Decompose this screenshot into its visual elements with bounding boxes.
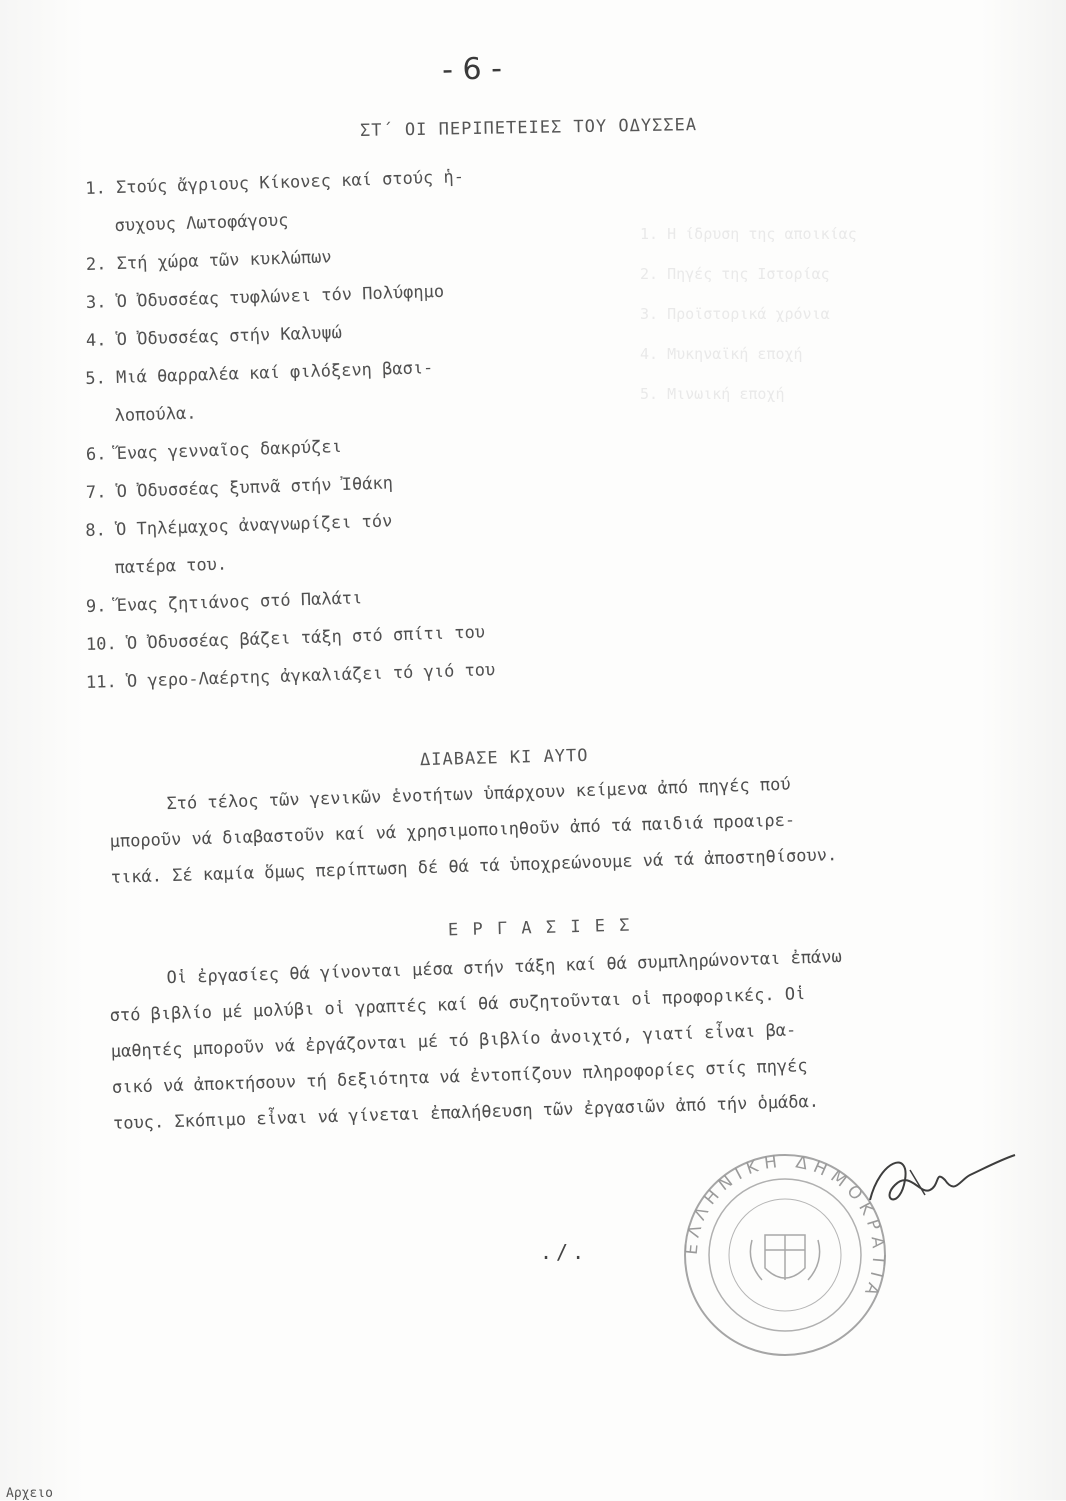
paragraph-line: τικά. Σέ καμία ὅμως περίπτωση δέ θά τά ὑποχρεώνουμε νά τά ἀποστηθίσουν.	[110, 845, 838, 888]
chapter-number: 2.	[85, 254, 107, 275]
read-this-heading: ΔΙΑΒΑΣΕ ΚΙ ΑΥΤΟ	[419, 745, 589, 771]
chapter-number: 1.	[85, 178, 107, 200]
chapter-title: Στή χώρα τῶν κυκλώπων	[116, 247, 332, 275]
chapter-item	[86, 312, 646, 352]
chapter-title: Ὁ γερο-Λαέρτης ἀγκαλιάζει τό γιό του	[126, 660, 496, 692]
chapter-number: 11.	[85, 672, 118, 693]
chapter-title: Ἕνας ζητιάνος στό Παλάτι	[116, 588, 363, 617]
chapter-title: Ὁ Ὀδυσσέας βάζει τάξη στό σπίτι του	[126, 622, 486, 654]
chapter-number: 10.	[85, 634, 118, 655]
exercises-paragraph	[108, 932, 1066, 1142]
chapter-title-continuation: συχους Λωτοφάγους	[114, 210, 289, 237]
chapter-item	[85, 160, 647, 238]
chapter-number: 7.	[85, 482, 107, 503]
corner-archive-mark: Αρχειο	[6, 1486, 53, 1501]
chapter-item	[86, 464, 646, 504]
chapter-item	[85, 350, 647, 428]
chapter-title: Ὁ Ὀδυσσέας στήν Καλυψώ	[116, 322, 343, 351]
chapter-item	[86, 274, 646, 314]
bleed-through-text: 4. Μυκηναϊκή εποχή	[640, 345, 803, 363]
seal-outer-text: ΕΛΛΗΝΙΚΗ ΔΗΜΟΚΡΑΤΙΑ	[681, 1151, 889, 1304]
chapter-title: Ἕνας γενναῖος δακρύζει	[116, 436, 343, 465]
chapter-number: 9.	[85, 596, 107, 617]
chapter-title: Ὁ Τηλέμαχος ἀναγνωρίζει τόν	[115, 511, 393, 541]
chapter-number: 4.	[85, 330, 107, 351]
bleed-through-text: 1. Η ίδρυση της αποικίας	[640, 225, 857, 243]
chapter-title-continuation: λοπούλα.	[114, 403, 197, 427]
chapter-title-continuation: πατέρα του.	[114, 554, 228, 579]
chapter-title: Στούς ἄγριους Κίκονες καί στούς ἡ-	[115, 167, 465, 199]
exercises-heading: Ε Ρ Γ Α Σ Ι Ε Σ	[447, 915, 632, 941]
chapter-title: Ὁ Ὀδυσσέας ξυπνᾶ στήν Ἰθάκη	[116, 473, 394, 503]
chapter-title: Ὁ Ὀδυσσέας τυφλώνει τόν Πολύφημο	[116, 281, 445, 313]
chapter-title: Μιά θαρραλέα καί φιλόξενη βασι-	[115, 358, 434, 389]
bleed-through-text: 3. Προϊστορικά χρόνια	[640, 305, 830, 323]
read-this-paragraph	[108, 758, 1066, 896]
chapter-item	[86, 578, 646, 618]
chapter-item	[85, 502, 647, 580]
chapter-number: 6.	[85, 444, 107, 465]
handwritten-signature	[850, 1140, 1020, 1230]
chapter-number: 8.	[85, 520, 107, 542]
chapter-list	[85, 167, 646, 710]
paragraph-line: μποροῦν νά διαβαστοῦν καί νά χρησιμοποιηθοῦν ἀπό τά παιδιά προαιρε-	[109, 810, 796, 852]
paragraph-line: στό βιβλίο μέ μολύβι οἱ γραπτές καί θά συζητοῦνται οἱ προφορικές. Οἱ	[109, 984, 806, 1026]
paragraph-line: Στό τέλος τῶν γενικῶν ἑνοτήτων ὑπάρχουν κείμενα ἀπό πηγές πού	[166, 774, 791, 815]
bleed-through-text: 5. Μινωική εποχή	[640, 385, 785, 403]
bleed-through-text: 2. Πηγές της Ιστορίας	[640, 265, 830, 283]
chapter-item	[86, 426, 646, 466]
chapter-item	[86, 654, 646, 694]
section-title: ΣΤ΄ ΟΙ ΠΕΡΙΠΕΤΕΙΕΣ ΤΟΥ ΟΔΥΣΣΕΑ	[359, 115, 698, 141]
paragraph-line: τους. Σκόπιμο εἶναι νά γίνεται ἐπαλήθευση τῶν ἐργασιῶν ἀπό τήν ὁμάδα.	[112, 1091, 820, 1134]
chapter-item	[86, 236, 646, 276]
paragraph-line: σικό νά ἀποκτήσουν τή δεξιότητα νά ἐντοπίζουν πληροφορίες στίς πηγές	[111, 1056, 808, 1098]
chapter-number: 5.	[85, 368, 107, 390]
page-number: - 6 -	[441, 51, 503, 88]
chapter-item	[86, 616, 646, 656]
paragraph-line: Οἱ ἐργασίες θά γίνονται μέσα στήν τάξη καί θά συμπληρώνονται ἐπάνω	[166, 946, 843, 989]
continuation-mark: ./.	[540, 1240, 589, 1264]
chapter-number: 3.	[85, 292, 107, 313]
paragraph-line: μαθητές μποροῦν νά ἐργάζονται μέ τό βιβλίο ἀνοιχτό, γιατί εἶναι βα-	[110, 1020, 797, 1062]
